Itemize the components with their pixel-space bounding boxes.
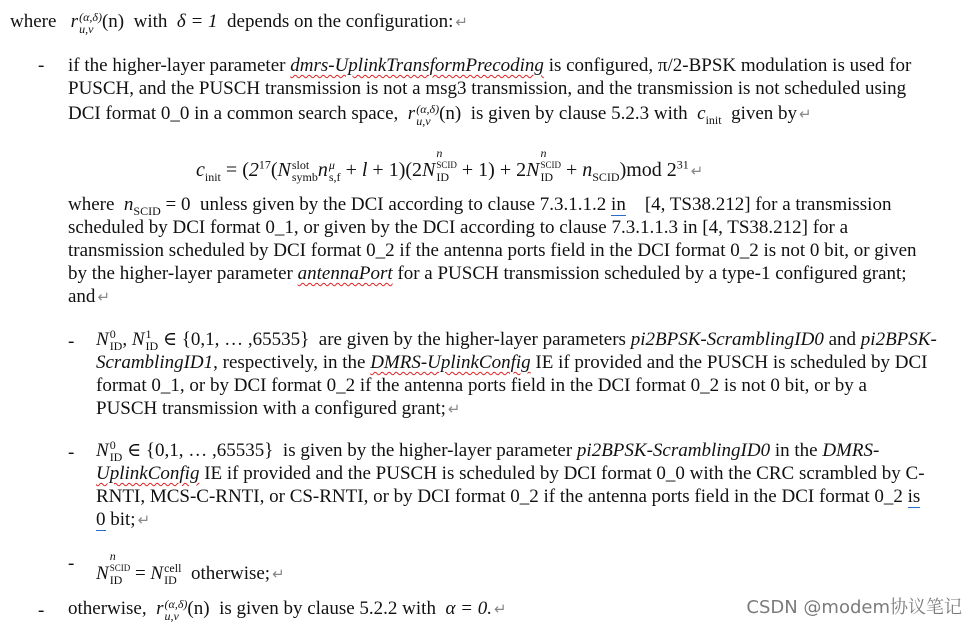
where-line2: scheduled by DCI format 0_1, or given by the DCI according to clause 7.3.1.1.3 in [4, TS38.212] for a [68,217,849,238]
sub3-line1: N n SCID ID = N cell ID otherwise; ↵ [96,549,285,587]
c-init-equation: $c_{init} = (2^{17}(N$ slot symb n μ s,f + l + 1)(2N n SCID ID + 1) + 2N n SCID ID + $n_{SCID})mod$ $2^{31}$ ↵ [196,146,704,184]
paragraph-mark-icon: ↵ [799,105,812,123]
paragraph-mark-icon: ↵ [494,600,507,618]
bullet1-line2: PUSCH, and the PUSCH transmission is not a msg3 transmission, and the transmission is not scheduled using [68,78,907,99]
intro-text: where [10,11,57,32]
bullet1-line3: DCI format 0_0 in a common search space, r (α,δ) u,v (n) is given by clause 5.2.3 with $c_{init}$ given by ↵ [68,102,812,128]
bullet-dash: - [68,331,75,352]
c-init-symbol: $c_{init}$ [697,103,722,127]
paragraph-mark-icon: ↵ [97,288,111,306]
param-dmrs-uplink-transform-precoding: dmrs-UplinkTransformPrecoding [290,55,544,76]
intro-text: with [133,11,168,32]
sub1-line3: format 0_1, or by DCI format 0_2 if the antenna ports field in the DCI format 0_2 is not 0 bit, or by a [96,375,867,396]
ie-dmrs-uplink-config: DMRS- [822,440,880,461]
intro-text: depends on the configuration: [227,11,454,32]
where-line4: by the higher-layer parameter antennaPort for a PUSCH transmission scheduled by a type-1 configured grant; [68,263,907,284]
paragraph-mark-icon: ↵ [690,162,704,180]
param-antenna-port: antennaPort [297,263,393,284]
delta-equation: δ = 1 [176,11,218,32]
where-line1: where $n_{SCID} = 0$ unless given by the DCI according to clause 7.3.1.1.2 in [4, TS38.212] for a transmission [68,194,892,218]
r-function: r (α,δ) u,v (n) [156,597,210,623]
bullet-dash: - [38,600,45,621]
nid-symbol: N 0 ID [96,438,123,464]
nid-equality: N n SCID ID = N cell ID [96,549,182,587]
sub1-line4: PUSCH transmission with a configured grant; ↵ [96,398,461,419]
where-line5: and ↵ [68,286,111,307]
sub2-line1: N 0 ID ∈ {0,1, … ,65535} is given by the higher-layer parameter pi2BPSK-ScramblingID0 in the DMRS- [96,438,880,464]
bullet-dash: - [68,553,75,574]
bullet-dash: - [38,55,45,76]
nid-symbols: N 0 ID , N 1 ID [96,327,159,353]
in-link: in [611,194,626,215]
is-link: is [907,486,921,507]
ie-dmrs-uplink-config: DMRS-UplinkConfig [370,352,531,373]
param-scrambling-id1: pi2BPSK- [860,329,937,350]
paragraph-mark-icon: ↵ [447,400,461,418]
alpha-equation: α = 0. [445,598,492,619]
bullet2-line1: otherwise, r (α,δ) u,v (n) is given by clause 5.2.2 with α = 0. ↵ [68,597,507,623]
where-line3: transmission scheduled by DCI format 0_2 if the antenna ports field in the DCI format 0_2 is not 0 bit, or given [68,240,917,261]
sub1-line2: ScramblingID1, respectively, in the DMRS-UplinkConfig IE if provided and the PUSCH is scheduled by DCI [96,352,928,373]
intro-line [10,10,468,35]
paragraph-mark-icon: ↵ [137,511,151,529]
watermark: CSDN @modem协议笔记 [746,597,962,618]
param-scrambling-id0: pi2BPSK-ScramblingID0 [630,329,824,350]
r-function: r (α,δ) u,v (n) [70,10,125,36]
r-function: r (α,δ) u,v (n) [407,102,462,128]
sub2-line4: 0 bit; ↵ [96,509,151,530]
sub2-line3: RNTI, MCS-C-RNTI, or CS-RNTI, or by DCI format 0_2 if the antenna ports field in the DCI format 0_2 is [96,486,921,507]
param-scrambling-id0: pi2BPSK-ScramblingID0 [576,440,771,461]
sub1-line1: N 0 ID , N 1 ID ∈ {0,1, … ,65535} are given by the higher-layer parameters pi2BPSK-ScramblingID0 and pi2BPSK- [96,327,937,353]
paragraph-mark-icon: ↵ [455,13,468,31]
paragraph-mark-icon: ↵ [272,565,285,583]
bullet-dash: - [68,442,75,463]
bullet1-line1: if the higher-layer parameter dmrs-UplinkTransformPrecoding is configured, π/2-BPSK modulation is used for [68,55,912,76]
sub2-line2: UplinkConfig IE if provided and the PUSCH is scheduled by DCI format 0_0 with the CRC scrambled by C- [96,463,925,484]
